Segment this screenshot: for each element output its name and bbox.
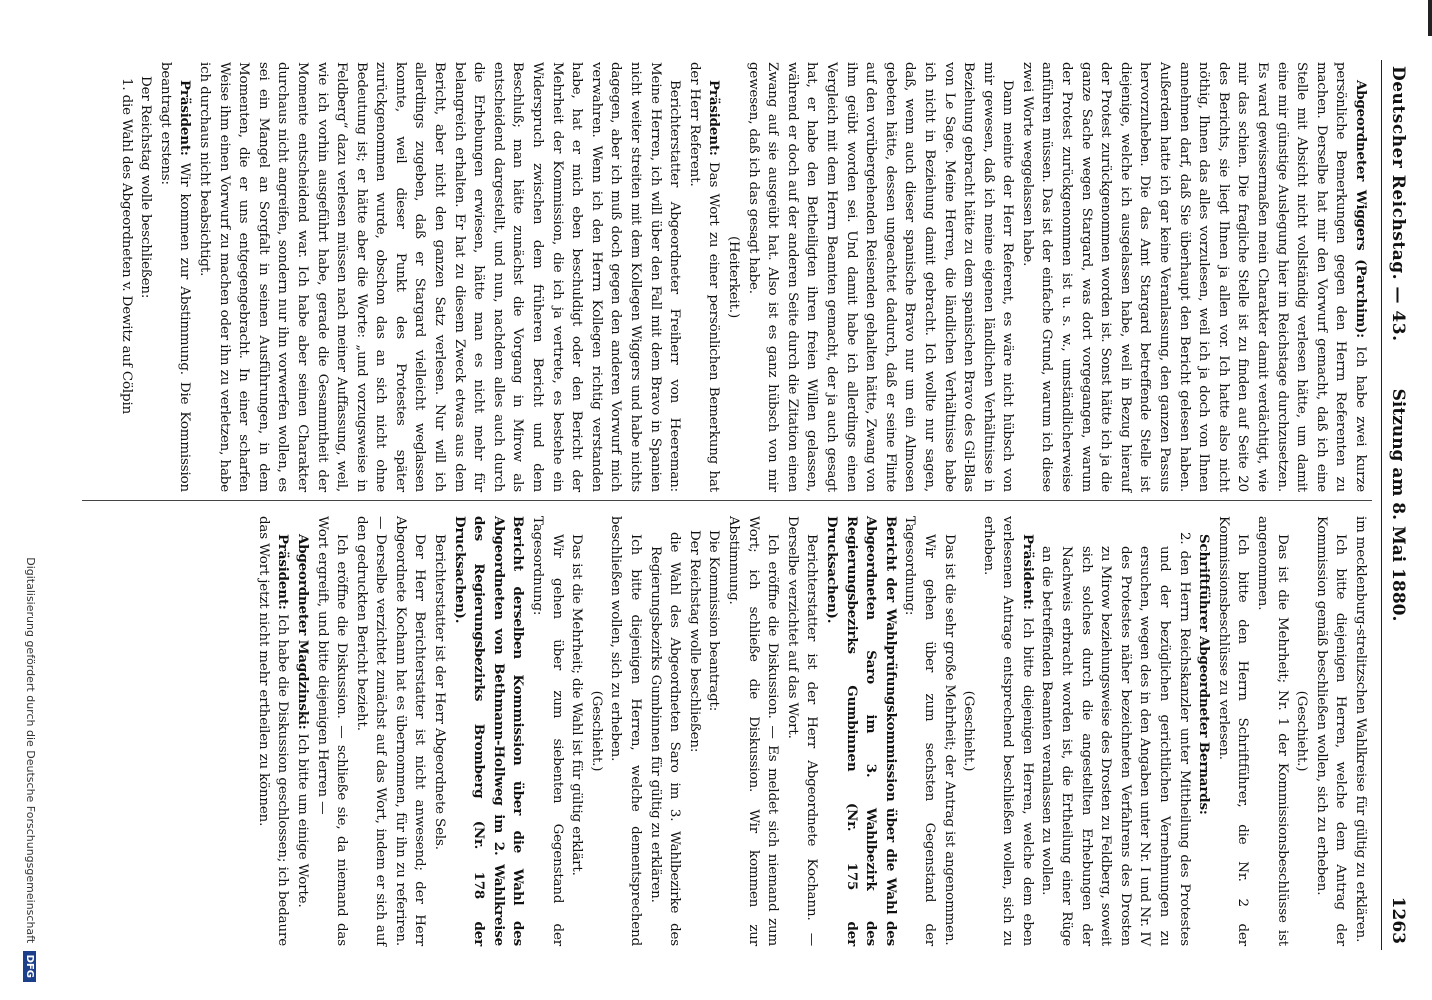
speech-paragraph	[430, 516, 450, 946]
motion-line: Die Kommission beantragt:	[706, 530, 722, 712]
speech-text: Ich bitte den Herrn Schriftführer, die Nr. 2 der Kommissionsbeschlüsse zu verlesen.	[1215, 516, 1251, 946]
page-number: 1263	[1388, 896, 1408, 944]
numbered-motion: die Wahl des Abgeordneten Saro im 3. Wahlbezirke des Regierungsbezirks Gumbinnen für gültig zu erklären.	[647, 532, 683, 946]
speech-paragraph	[351, 516, 429, 946]
speech-text: Ich habe zwei kurze persönliche Bemerkungen gegen den Herrn Referenten zu machen. Derselbe hat mir den Vorwurf gemacht, daß ich eine Stelle mit Absicht nicht vollständig verlesen hätte, um damit eine mir günstige Auslegung hier im Reichstage durchzusetzen. Es ward gewissermaßen mein Charakter damit verdächtigt, wie mir das schien. Die fragliche Stelle ist zu finden auf Seite 20 des Berichts, sie liegt Ihnen ja allen vor. Ich hatte also nicht nöthig, Ihnen das alles vorzulesen, weil ich ja doch von Ihnen annehmen darf, daß Sie überhaupt den Bericht gelesen haben. Außerdem hatte ich gar keine Veranlassung, den ganzen Passus hervorzuheben. Die das Amt Stargard betreffende Stelle ist diejenige, welche ich ausgelassen habe, weil in Bezug hierauf der Protest zurückgenommen worden ist. Sonst hätte ich ja die ganze Sache wegen Stargard, was dort vorgegangen, warum der Protest zurückgenommen ist u. s. w., umständlicherweise anführen müssen. Das ist der einfache Grund, warum ich diese zwei Worte weggelassen habe.	[1019, 62, 1368, 492]
agenda-item-title	[821, 516, 899, 946]
speech-paragraph	[567, 516, 587, 946]
speech-text: Wir kommen zur Abstimmung. Die Kommission beantragt erstens:	[157, 62, 193, 492]
speaker-name: Abgeordneter Magdzinski:	[294, 534, 311, 730]
speaker-name: Präsident:	[1019, 534, 1036, 610]
funding-credit-text: Digitalisierung gefördert durch die Deutsche Forschungsgemeinschaft	[24, 557, 37, 944]
stage-direction: (Geschieht.)	[1294, 690, 1310, 772]
page-footer	[7, 10, 47, 990]
numbered-motion: 1. die Wahl des Abgeordneten v. Dewitz auf Cölpin	[118, 78, 134, 415]
continued-text: im mecklenburg-strelitzschen Wahlkreise für gültig zu erklären.	[1353, 516, 1368, 943]
speech-text: Berichterstatter ist der Herr Abgeordnete Kochann. — Derselbe verzichtet auf das Wort.	[784, 516, 820, 946]
speech-paragraph	[1017, 62, 1370, 492]
speech-paragraph	[900, 516, 939, 946]
speech-paragraph	[1194, 516, 1214, 946]
column-divider	[82, 500, 1372, 501]
speech-paragraph	[978, 516, 1037, 946]
speech-text: Das ist die sehr große Mehrheit; der Antrag ist angenommen.	[941, 534, 957, 946]
speaker-name: Abgeordneter Wiggers (Parchim):	[1353, 80, 1369, 338]
funding-credit	[23, 557, 37, 982]
speaker-name: Präsident:	[177, 80, 194, 156]
speech-paragraph	[312, 516, 351, 946]
speech-paragraph	[723, 516, 782, 946]
motion-line: Der Reichstag wolle beschließen:	[686, 530, 702, 753]
stage-direction: (Geschieht.)	[961, 690, 977, 772]
page-header	[1381, 60, 1414, 950]
speech-text: Ich habe die Diskussion geschlossen; ich bedaure das Wort jetzt nicht mehr ertheilen zu können.	[255, 516, 291, 946]
speech-text: Das Wort zu einer persönlichen Bemerkung hat der Herr Referent.	[686, 62, 722, 493]
speech-paragraph	[1252, 516, 1291, 946]
speech-paragraph	[292, 516, 312, 946]
speech-paragraph	[1311, 516, 1350, 946]
speech-paragraph	[253, 516, 292, 946]
speech-paragraph	[606, 516, 645, 946]
dfg-logo: DFG	[23, 951, 36, 982]
numbered-motion: 2. den Herrn Reichskanzler unter Mittheilung des Protestes und der bezüglichen gerichtlichen Vernehmungen zu ersuchen, wegen des in den Angaben unter Nr. I und Nr. IV des Protestes näher bezeichneten Verfahrens des Drosten zu Mirow beziehungsweise des Drosten zu Feldberg, soweit sich solches durch die angestellten Erhebungen der Nachweis erbracht worden ist, die Ertheilung einer Rüge an die betreffenden Beamten veranlassen zu wollen.	[1039, 532, 1192, 946]
speaker-name: Präsident:	[706, 80, 723, 156]
speech-paragraph	[1213, 516, 1252, 946]
speech-text: Ich bitte um einige Worte.	[294, 733, 310, 908]
agenda-item-text: Bericht der Wahlprüfungskommission über die Wahl des Abgeordneten Saro im 3. Wahlbezirk des Regierungsbezirks Gumbinnen (Nr. 175 der Drucksachen).	[823, 516, 899, 946]
speech-text: Berichterstatter ist der Herr Abgeordnete Sels.	[432, 534, 448, 850]
header-publication: Deutscher Reichstag. — 43.	[1388, 66, 1408, 342]
speech-text: Das ist die Mehrheit; Nr. 1 der Kommissionsbeschlüsse ist angenommen.	[1255, 516, 1290, 946]
speech-paragraph	[939, 516, 959, 946]
agenda-item-text: Bericht derselben Kommission über die Wahl des Abgeordneten von Bethmann-Hollweg im 2. Wahlkreise des Regierungsbezirks Bromberg (Nr. 178 der Drucksachen).	[451, 516, 527, 946]
speech-text: Ich bitte diejenigen Herren, welche dem Antrag der Kommission gemäß beschließen wollen, sich zu erheben.	[1313, 516, 1349, 946]
speech-text: Wir gehen über zum siebenten Gegenstand der Tagesordnung:	[530, 516, 565, 946]
speech-text: Ich eröffne die Diskussion. — schließe sie, da niemand das Wort ergreift, und bitte diejenigen Herren —	[314, 516, 350, 946]
stage-direction: (Heiterkeit.)	[726, 235, 741, 319]
speech-paragraph	[782, 516, 821, 946]
speech-paragraph	[743, 62, 1017, 492]
speech-text: Berichterstatter Abgeordneter Freiherr von Heereman: Meine Herren, ich will über den Fall mit dem Bravo in Spanien nicht weiter streiten mit dem Kollegen Wiggers und habe nichts dagegen, aber ich muß doch gegen den anderen Vorwurf mich verwahren. Wenn ich den Herrn Kollegen richtig verstanden habe, hat er mich eben beschuldigt oder den Bericht der Mehrheit der Kommission, die ich ja vertrete, es bestehe ein Widerspruch zwischen dem früheren Bericht und dem Beschluß; man hätte zunächst die Vorgang in Mirow als entscheidend dargestellt, und nun, nachdem alles auch durch die Erhebungen erwiesen, hätte man es nicht mehr für belangreich erhalten. Er hat zu diesem Zweck etwas aus dem Bericht, aber nicht den ganzen Satz verlesen. Nur will ich allerdings zugeben, daß er Stargard vielleicht weglassen konnte, weil dieser Punkt des Protestes später zurückgenommen wurde, obschon das an sich nicht ohne Bedeutung ist; er hätte aber die Worte: „und vorzugsweise in Feldberg“ dazu verlesen müssen nach meiner Auffassung, weil, wie ich vorhin ausgeführt habe, gerade die Gesammtheit der Momente entscheidend war. Ich habe aber seinen Charakter durchaus nicht angreifen, sondern nur ihn vorwerfen wollen, es sei ein Mangel an Sorgfalt in seinen Ausführungen, in dem Momenten, die er uns entgegengebracht. In einer scharfen Weise ihm einen Vorwurf zu machen oder ihn zu verletzen, habe ich durchaus nicht beabsichtigt.	[196, 62, 683, 492]
speech-paragraph	[155, 62, 194, 492]
right-column	[253, 516, 1370, 946]
motion-line: Der Reichstag wolle beschließen:	[138, 76, 154, 299]
scan-edge-mark	[1428, 0, 1432, 36]
speech-paragraph	[527, 516, 566, 946]
speech-text: Der Herr Berichterstatter ist nicht anwesend; der Herr Abgeordnete Kochann hat es übernommen, für ihn zu referiren. — Derselbe verzichtet zunächst auf das Wort, indem er sich auf den gedruckten Bericht bezieht.	[353, 516, 428, 946]
speech-paragraph	[684, 62, 723, 492]
speech-text: Ich eröffne die Diskussion. — Es meldet sich niemand zum Wort; ich schließe die Diskussion. Wir kommen zur Abstimmung.	[726, 516, 781, 946]
agenda-item-title	[449, 516, 527, 946]
speech-text: Das ist die Mehrheit; die Wahl ist für gültig erklärt.	[569, 534, 585, 876]
speaker-name: Schriftführer Abgeordneter Bernards:	[1196, 534, 1213, 815]
speech-text: Ich bitte diejenigen Herren, welche dementsprechend beschließen wollen, sich zu erheben.	[608, 516, 644, 946]
speech-paragraph	[194, 62, 684, 492]
speech-text: Wir gehen über zum sechsten Gegenstand der Tagesordnung:	[902, 516, 937, 946]
speaker-name: Präsident:	[275, 534, 292, 610]
stage-direction: (Geschieht.)	[588, 690, 604, 772]
left-column	[116, 62, 1370, 492]
speech-text: Ich bitte diejenigen Herren, welche dem eben verlesenen Antrage entsprechend beschließen wollen, sich zu erheben.	[980, 516, 1035, 946]
speech-text: Dann meinte der Herr Referent, es wäre nicht hübsch von mir gewesen, daß ich meine eigenen ländlichen Verhältnisse in Beziehung gebracht hätte zu dem spanischen Bravo des Gil-Blas von Le Sage. Meine Herren, die ländlichen Verhältnisse habe ich nicht in Beziehung damit gebracht. Ich wollte nur sagen, daß, wenn auch dieser spanische Bravo nur um ein Almosen gebeten hätte, dessen ungeachtet dadurch, daß er seine Flinte auf den vorübergehenden Reisenden gehalten hätte, Zwang von ihm geübt worden sei. Und damit habe ich allerdings einen Vergleich mit dem Herrn Beamten gemacht, der ja auch gesagt hat, er habe den Betheiligten ihren freien Willen gelassen, während er doch auf der anderen Seite durch die Zitation einen Zwang auf sie ausgeübt hat. Also ist es ganz hübsch von mir gewesen, daß ich das gesagt habe.	[745, 62, 1016, 492]
header-session: Sitzung am 8. Mai 1880.	[1388, 388, 1408, 622]
